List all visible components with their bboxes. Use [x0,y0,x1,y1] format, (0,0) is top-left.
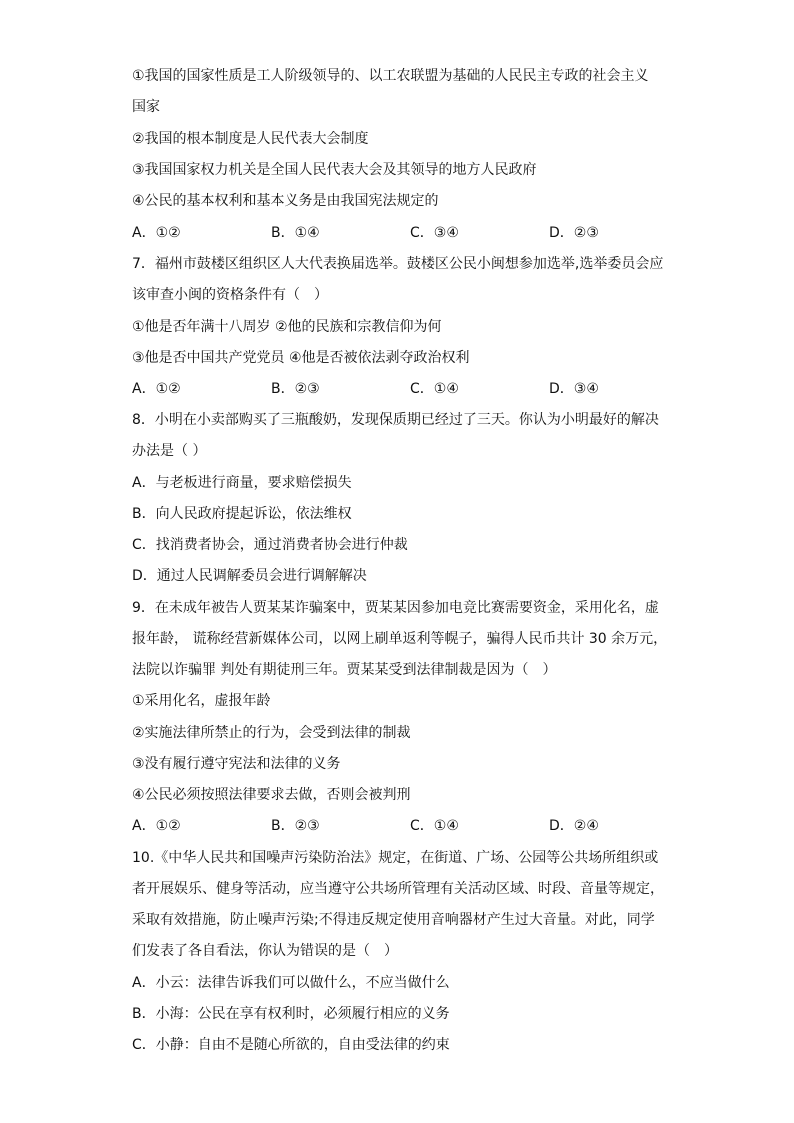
q9-option-c: C．①④ [410,818,459,834]
q7-items-line-2: ③他是否中国共产党党员 ④他是否被依法剥夺政治权利 [132,350,470,366]
q9-item-1: ①采用化名，虚报年龄 [132,693,271,709]
q8-stem-line-1: 8．小明在小卖部购买了三瓶酸奶，发现保质期已经过了三天。你认为小明最好的解决 [132,412,659,428]
q10-stem-line-4: 们发表了各自看法，你认为错误的是（ ） [132,943,398,959]
q7-option-b: B．②③ [271,381,320,397]
q8-option-a: A．与老板进行商量，要求赔偿损失 [132,475,352,491]
q6-option-b: B．①④ [271,225,320,241]
q7-option-d: D．③④ [549,381,599,397]
q10-option-a: A．小云：法律告诉我们可以做什么，不应当做什么 [132,975,450,991]
q7-items-line-1: ①他是否年满十八周岁 ②他的民族和宗教信仰为何 [132,319,442,335]
q9-stem-line-1: 9．在未成年被告人贾某某诈骗案中，贾某某因参加电竞比赛需要资金，采用化名，虚 [132,600,659,616]
q7-options [132,380,672,398]
q6-item-4: ④公民的基本权利和基本义务是由我国宪法规定的 [132,193,439,209]
q9-item-3: ③没有履行遵守宪法和法律的义务 [132,756,341,772]
q7-stem-line-1: 7．福州市鼓楼区组织区人大代表换届选举。鼓楼区公民小闽想参加选举,选举委员会应 [132,256,664,272]
q9-option-a: A．①② [132,818,181,834]
q6-item-1-cont: 国家 [132,99,160,115]
q9-item-4: ④公民必须按照法律要求去做，否则会被判刑 [132,787,411,803]
q6-option-a: A．①② [132,225,181,241]
q8-option-c: C．找消费者协会，通过消费者协会进行仲裁 [132,537,408,553]
q7-option-c: C．①④ [410,381,459,397]
q6-item-3: ③我国国家权力机关是全国人民代表大会及其领导的地方人民政府 [132,162,537,178]
q10-stem-line-2: 者开展娱乐、健身等活动，应当遵守公共场所管理有关活动区域、时段、音量等规定， [132,881,664,897]
q8-stem-line-2: 办法是（ ） [132,443,207,459]
q6-item-2: ②我国的根本制度是人民代表大会制度 [132,131,369,147]
q10-stem-line-3: 采取有效措施，防止噪声污染;不得违反规定使用音响器材产生过大音量。对此，同学 [132,912,655,928]
q6-item-1: ①我国的国家性质是工人阶级领导的、以工农联盟为基础的人民民主专政的社会主义 [132,68,649,84]
q9-options [132,817,672,835]
q10-stem-line-1: 10.《中华人民共和国噪声污染防治法》规定，在街道、广场、公园等公共场所组织或 [132,850,659,866]
q7-stem-line-2: 该审查小闽的资格条件有（ ） [132,287,328,303]
q6-options [132,224,672,242]
q6-option-c: C．③④ [410,225,459,241]
q9-option-d: D．②④ [549,818,599,834]
q9-option-b: B．②③ [271,818,320,834]
q7-option-a: A．①② [132,381,181,397]
q9-stem-line-2: 报年龄， 谎称经营新媒体公司，以网上刷单返利等幌子，骗得人民币共计 30 余万元， [132,631,668,647]
q9-item-2: ②实施法律所禁止的行为，会受到法律的制裁 [132,725,411,741]
q8-option-d: D．通过人民调解委员会进行调解解决 [132,568,367,584]
q8-option-b: B．向人民政府提起诉讼，依法维权 [132,506,352,522]
q6-option-d: D．②③ [549,225,599,241]
q10-option-b: B．小海：公民在享有权利时，必须履行相应的义务 [132,1006,450,1022]
q9-stem-line-3: 法院以诈骗罪 判处有期徒刑三年。贾某某受到法律制裁是因为（ ） [132,662,557,678]
q10-option-c: C．小静：自由不是随心所欲的，自由受法律的约束 [132,1037,450,1053]
